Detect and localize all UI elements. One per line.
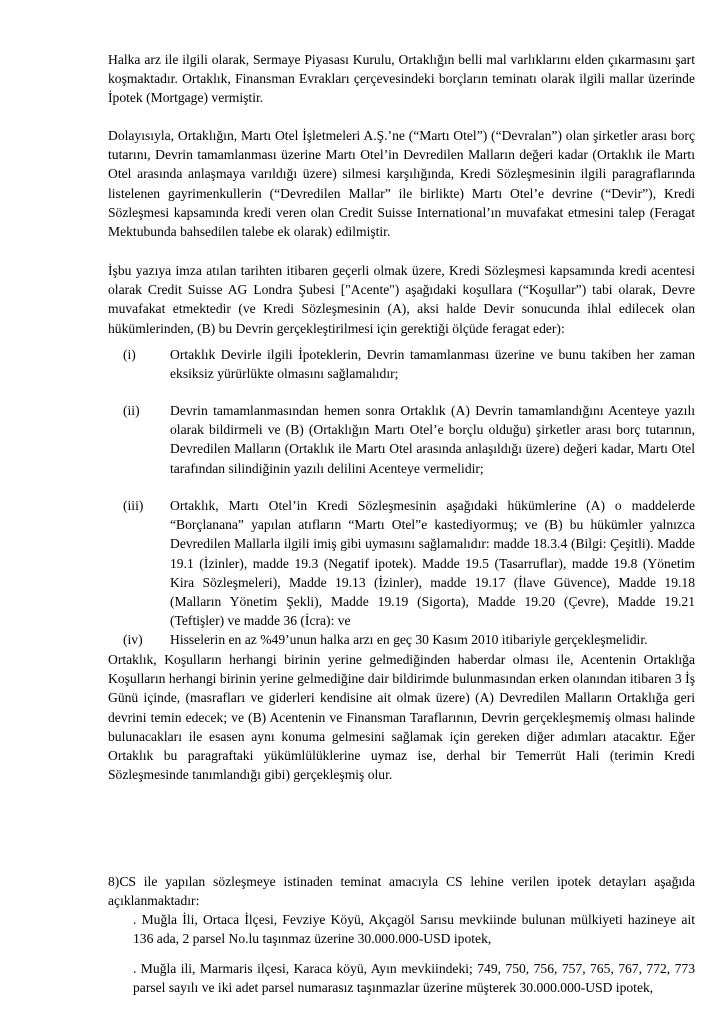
paragraph-transfer-request: Dolayısıyla, Ortaklığın, Martı Otel İşletmeleri A.Ş.’ne (“Martı Otel”) (“Devralan”) olan şirketler arası borç tutarını, Devrin tamamlanması üzerine Martı Otel’in Devredilen Malların değeri kadar (Ortaklık ile Martı Otel arasında anlaşmaya varıldığı üzere) silmesi karşılığında, Kredi Sözleşmesinin ilgili paragraflarında listelenen gayrimenkullerin (“Devredilen Mallar” ile birlikte) Martı Otel’e devrine (“Devir”), Kredi Sözleşmesi kapsamında kredi veren olan Credit Suisse International’ın muvafakat etmesini talep (Feragat Mektubunda bahsedilen talebe ek olarak) edilmiştir.	[108, 128, 695, 240]
condition-number: (iv)	[123, 632, 143, 647]
condition-text: Ortaklık, Martı Otel’in Kredi Sözleşmesinin aşağıdaki hükümlerine (A) o maddelerde “Borçlanana” yapılan atıfların “Martı Otel”e kastediyormuş; ve (B) bu hükümler yalnızca Devredilen Mallarla ilgili imiş gibi uymasını sağlamalıdır: madde 18.3.4 (Bilgi: Çeşitli). Madde 19.1 (İzinler), madde 19.3 (Negatif ipotek). Madde 19.5 (Tasarruflar), madde 19.8 (Yönetim Kira Sözleşmeleri), Madde 19.13 (İzinler), madde 19.17 (İlave Güvence), Madde 19.18 (Malların Yönetim Şekli), Madde 19.19 (Sigorta), Madde 19.20 (Çevre), Madde 19.21 (Teftişler) ve madde 36 (İcra): ve	[170, 498, 695, 629]
mortgage-item: . Muğla ili, Marmaris ilçesi, Karaca köyü, Ayın mevkiindeki; 749, 750, 756, 757, 765, 767, 772, 773 parsel sayılı ve iki adet parsel numarasız taşınmazlar üzerine müşterek 30.000.000-USD ipotek,	[133, 961, 695, 996]
paragraph-public-offering: Halka arz ile ilgili olarak, Sermaye Piyasası Kurulu, Ortaklığın belli mal varlıklarını elden çıkarmasını şart koşmaktadır. Ortaklık, Finansman Evrakları çerçevesindeki borçların teminatı olarak ilgili mallar üzerinde İpotek (Mortgage) vermiştir.	[108, 52, 695, 106]
paragraph-mortgage-details: 8)CS ile yapılan sözleşmeye istinaden teminat amacıyla CS lehine verilen ipotek detayları aşağıda açıklanmaktadır:	[108, 874, 695, 909]
condition-text: Hisselerin en az %49’unun halka arzı en geç 30 Kasım 2010 itibariyle gerçekleşmelidir.	[170, 632, 648, 647]
mortgage-item: . Muğla İli, Ortaca İlçesi, Fevziye Köyü, Akçagöl Sarısu mevkiinde bulunan mülkiyeti hazineye ait 136 ada, 2 parsel No.lu taşınmaz üzerine 30.000.000-USD ipotek,	[133, 912, 695, 947]
condition-text: Ortaklık Devirle ilgili İpoteklerin, Devrin tamamlanması üzerine ve bunu takiben her zaman eksiksiz yürürlükte olmasını sağlamalıdır;	[170, 347, 695, 382]
condition-number: (i)	[123, 347, 136, 362]
paragraph-consent-conditions: İşbu yazıya imza atılan tarihten itibaren geçerli olmak üzere, Kredi Sözleşmesi kapsamında kredi acentesi olarak Credit Suisse AG Londra Şubesi ["Acente") aşağıdaki koşullara (“Koşullar”) tabi olarak, Devre muvafakat etmektedir (ve Kredi Sözleşmesinin (A), aksi halde Devir sonucunda ihlal edilecek olan hükümlerinden, (B) bu Devrin gerçekleştirilmesi için gerektiği ölçüde feragat eder):	[108, 263, 695, 336]
paragraph-default-clause: Ortaklık, Koşulların herhangi birinin yerine gelmediğinden haberdar olması ile, Acentenin Ortaklığa Koşulların herhangi birinin yerine gelmediğine dair bildirimde bulunmasından erken olanından itibaren 3 İş Günü içinde, (masrafları ve giderleri kendisine ait olmak üzere) (A) Devredilen Malların Ortaklığa geri devrini temin edecek; ve (B) Acentenin ve Finansman Taraflarının, Devrin gerçekleşmemiş olması halinde bulunacakları ile esasen aynı konuma gelmesini sağlamak için gereken diğer adımları atacaktır. Eğer Ortaklık bu paragraftaki yükümlülüklerine uymaz ise, derhal bir Temerrüt Hali (terimin Kredi Sözleşmesinde tanımlandığı gibi) gerçekleşmiş olur.	[108, 652, 695, 783]
condition-text: Devrin tamamlanmasından hemen sonra Ortaklık (A) Devrin tamamlandığını Acenteye yazılı olarak bildirmeli ve (B) (Ortaklığın Martı Otel’e borçlu olduğu) şirketler arası borç tutarının, Devredilen Malların (Ortaklık ile Martı Otel arasında anlaşıldığı üzere) değeri kadar, Martı Otel tarafından silindiğinin yazılı delilini Acenteye vermelidir;	[170, 403, 695, 476]
condition-number: (iii)	[123, 498, 144, 513]
condition-number: (ii)	[123, 403, 140, 418]
